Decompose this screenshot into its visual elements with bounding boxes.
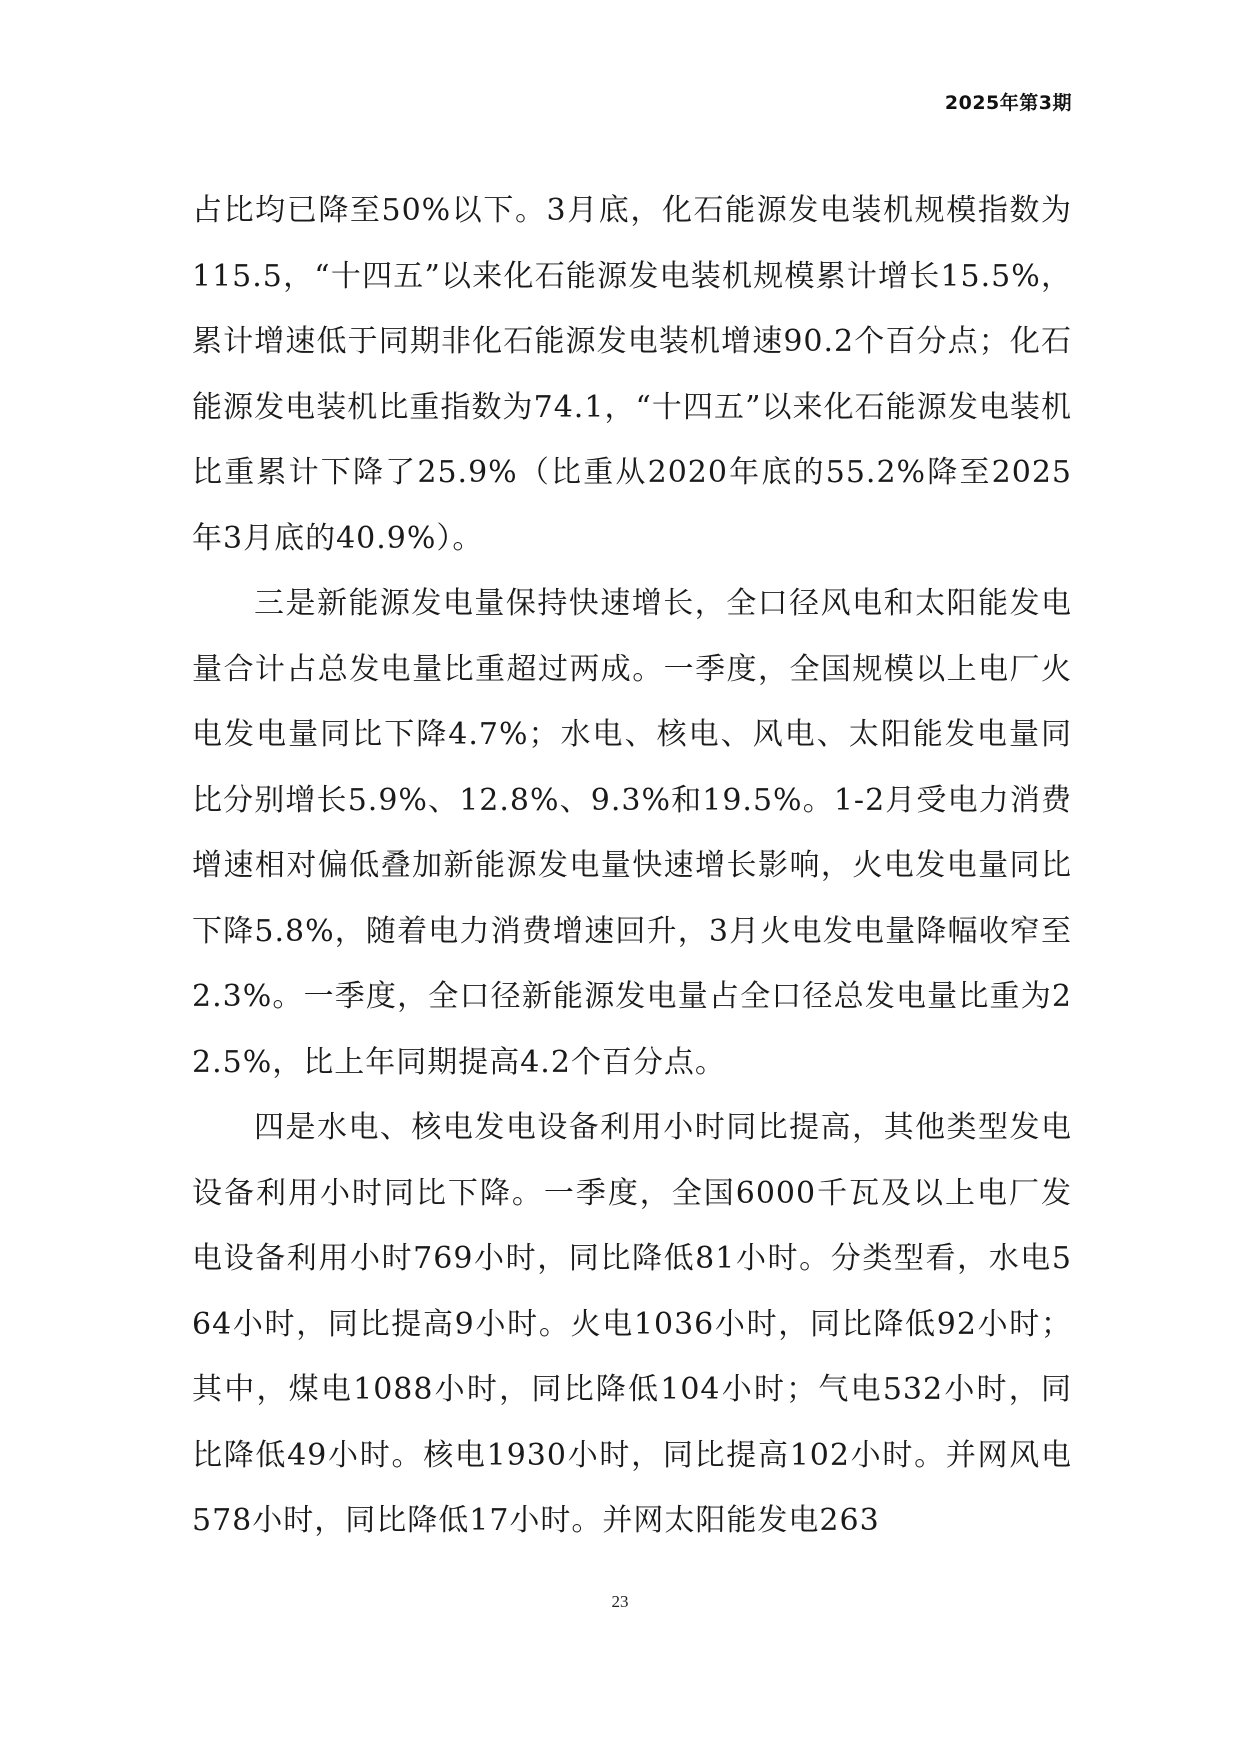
page-number: 23 — [611, 1592, 629, 1611]
issue-header: 2025年第3期 — [944, 92, 1072, 114]
paragraph-fossil-capacity: 占比均已降至50%以下。3月底，化石能源发电装机规模指数为 115.5，“十四五”以来化石能源发电装机规模累计增长15.5%，累计增速低于同期非化石能源发电装机增速90.2个百分点；化石能源发电装机比重指数为74.1，“十四五”以来化石能源发电装机比重累计下降了25.9%（比重从2020年底的55.2%降至2025年3月底的40.9%）。 — [192, 193, 1072, 556]
document-body — [192, 178, 1072, 1554]
paragraph-utilization-hours: 四是水电、核电发电设备利用小时同比提高，其他类型发电设备利用小时同比下降。一季度，全国6000千瓦及以上电厂发电设备利用小时769小时，同比降低81小时。分类型看，水电564小时，同比提高9小时。火电1036小时，同比降低92小时；其中，煤电1088小时，同比降低104小时；气电532小时，同比降低49小时。核电1930小时，同比提高102小时。并网风电578小时，同比降低17小时。并网太阳能发电263 — [192, 1110, 1072, 1538]
paragraph-new-energy-generation: 三是新能源发电量保持快速增长，全口径风电和太阳能发电量合计占总发电量比重超过两成。一季度，全国规模以上电厂火电发电量同比下降4.7%；水电、核电、风电、太阳能发电量同比分别增长5.9%、12.8%、9.3%和19.5%。1-2月受电力消费增速相对偏低叠加新能源发电量快速增长影响，火电发电量同比下降5.8%，随着电力消费增速回升，3月火电发电量降幅收窄至2.3%。一季度，全口径新能源发电量占全口径总发电量比重为22.5%，比上年同期提高4.2个百分点。 — [192, 586, 1072, 1080]
